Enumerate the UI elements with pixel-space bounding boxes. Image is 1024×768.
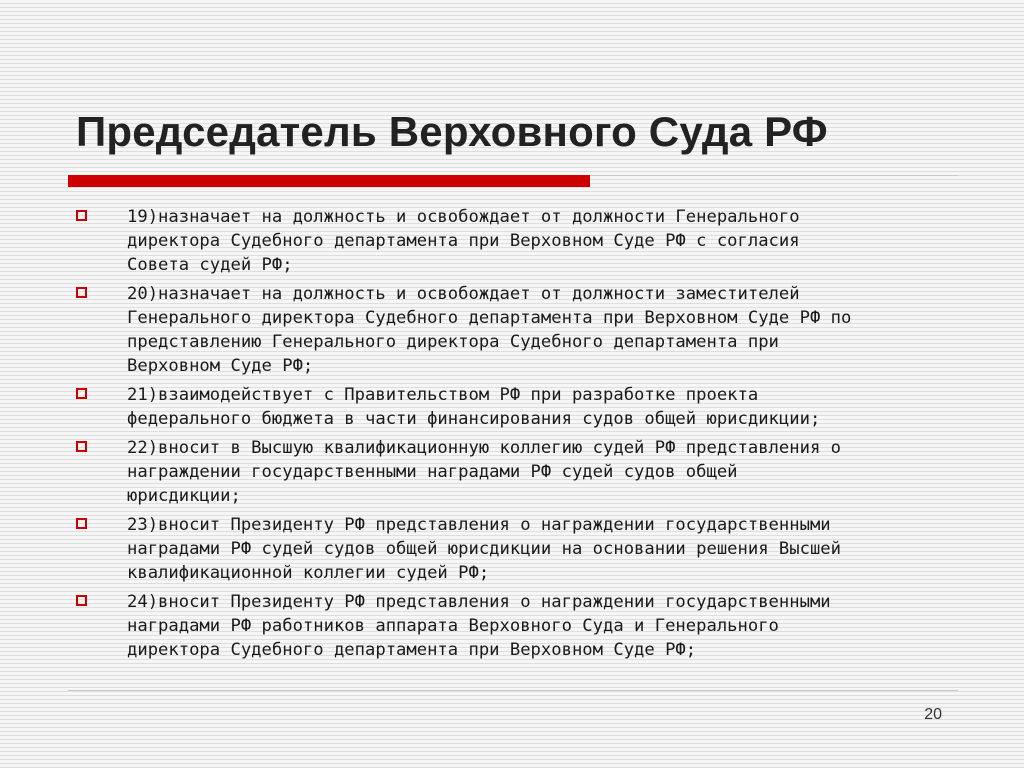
footer-divider — [68, 690, 958, 691]
content-list — [72, 205, 952, 667]
list-item-text: 22)вносит в Высшую квалификационную коллегию судей РФ представления о награждении государственными наградами РФ судей судов общей юрисдикции; — [127, 438, 841, 506]
list-item-text: 19)назначает на должность и освобождает от должности Генерального директора Судебного департамента при Верховном Суде РФ с согласия Совета судей РФ; — [127, 207, 800, 275]
square-bullet-icon — [76, 441, 87, 452]
list-item — [72, 436, 952, 508]
list-item-text: 20)назначает на должность и освобождает от должности заместителей Генерального директора Судебного департамента при Верховном Суде РФ по представлению Генерального директора Судебного департамента при Верховном Суде РФ; — [127, 284, 852, 376]
list-item-text: 23)вносит Президенту РФ представления о награждении государственными наградами РФ судей судов общей юрисдикции на основании решения Высшей квалификационной коллегии судей РФ; — [127, 515, 841, 583]
list-item — [72, 590, 952, 662]
page-number: 20 — [924, 706, 942, 723]
list-item — [72, 282, 952, 378]
square-bullet-icon — [76, 518, 87, 529]
list-item — [72, 513, 952, 585]
square-bullet-icon — [76, 388, 87, 399]
title-accent-bar — [68, 175, 590, 187]
list-item-text: 21)взаимодействует с Правительством РФ при разработке проекта федерального бюджета в части финансирования судов общей юрисдикции; — [127, 385, 821, 429]
square-bullet-icon — [76, 595, 87, 606]
square-bullet-icon — [76, 210, 87, 221]
list-item — [72, 205, 952, 277]
slide-title: Председатель Верховного Суда РФ — [76, 108, 828, 155]
list-item-text: 24)вносит Президенту РФ представления о награждении государственными наградами РФ работников аппарата Верховного Суда и Генерального директора Судебного департамента при Верховном Суде РФ; — [127, 592, 831, 660]
square-bullet-icon — [76, 287, 87, 298]
list-item — [72, 383, 952, 431]
